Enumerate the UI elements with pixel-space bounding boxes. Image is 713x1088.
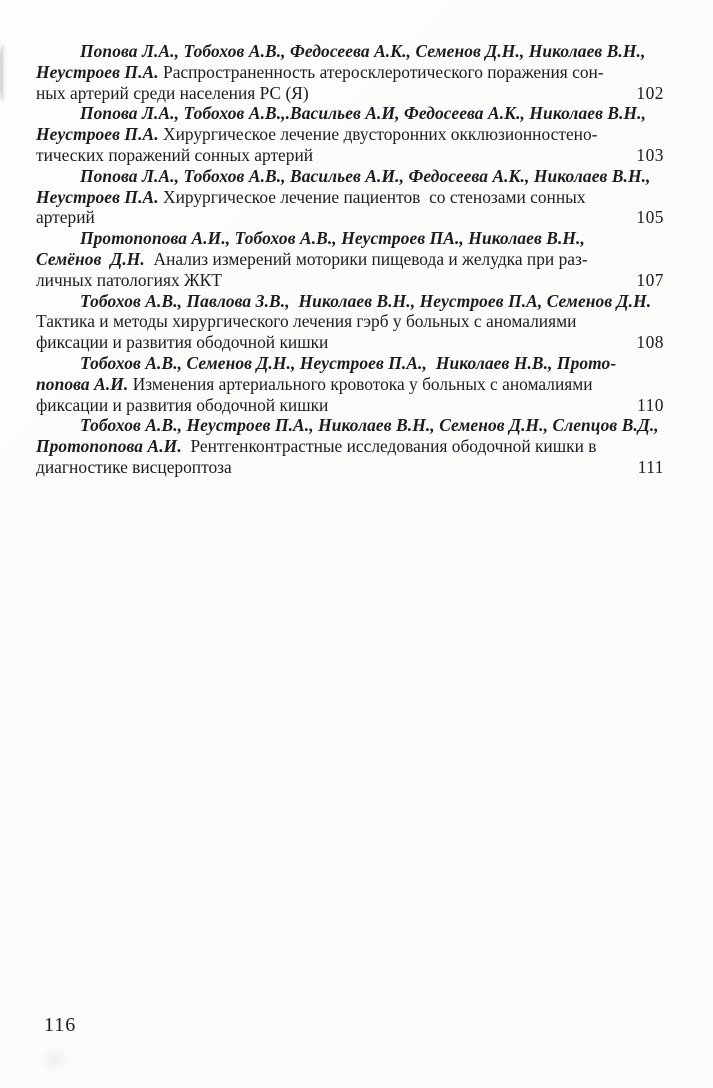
entry-title-text: Распространенность атеросклеротического поражения сон- bbox=[158, 61, 604, 82]
scan-smudge-artifact bbox=[38, 1046, 72, 1074]
toc-entry-5-line-1 bbox=[36, 291, 664, 312]
toc-entry-7-line-1 bbox=[36, 415, 664, 436]
toc-entry-1-line-1 bbox=[36, 41, 664, 62]
entry-authors-text: Попова Л.А., Тобохов А.В., Васильев А.И., Федосеева А.К., Николаев В.Н., bbox=[80, 165, 651, 186]
entry-title-text: фиксации и развития ободочной кишки bbox=[36, 394, 329, 415]
entry-authors-text: Неустроев П.А. bbox=[36, 186, 159, 207]
entry-authors-text: Семёнов Д.Н. bbox=[36, 248, 145, 269]
toc-entry-5-line-3 bbox=[36, 332, 664, 353]
entry-title-text: Тактика и методы хирургического лечения гэрб у больных с аномалиями bbox=[36, 311, 577, 332]
toc-entry-7-line-2 bbox=[36, 436, 664, 457]
entry-authors-text: Попова Л.А., Тобохов А.В., Федосеева А.К., Семенов Д.Н., Николаев В.Н., bbox=[80, 41, 646, 61]
toc-entry-6-line-1 bbox=[36, 353, 664, 374]
entry-page-number: 103 bbox=[636, 144, 664, 165]
toc-entry-3-line-3 bbox=[36, 207, 664, 228]
toc-entry-4-line-1 bbox=[36, 228, 664, 249]
entry-title-text: ных артерий среди населения РС (Я) bbox=[36, 82, 309, 103]
entry-title-text: личных патологиях ЖКТ bbox=[36, 269, 222, 290]
entry-title-text: тических поражений сонных артерий bbox=[36, 144, 314, 165]
entry-title-text: Анализ измерений моторики пищевода и желудка при раз- bbox=[144, 248, 588, 269]
toc-entry-6-line-3 bbox=[36, 395, 664, 416]
entry-page-number: 105 bbox=[636, 207, 664, 228]
toc-entry-2-line-2 bbox=[36, 124, 664, 145]
toc-entry-7-line-3 bbox=[36, 457, 664, 478]
entry-authors-text: Неустроев П.А. bbox=[36, 61, 159, 82]
toc-entry-4-line-3 bbox=[36, 270, 664, 291]
entry-authors-text: попова А.И. bbox=[36, 373, 129, 394]
entry-page-number: 111 bbox=[637, 456, 664, 477]
toc-entry-2-line-1 bbox=[36, 103, 664, 124]
entry-title-text: Хирургическое лечение двусторонних окклюзионностено- bbox=[158, 124, 598, 145]
entry-authors-text: Протопопова А.И. bbox=[36, 436, 182, 457]
entry-authors-text: Попова Л.А., Тобохов А.В.,.Васильев А.И, Федосеева А.К., Николаев В.Н., bbox=[80, 103, 647, 124]
entry-authors-text: Тобохов А.В., Павлова З.В., Николаев В.Н., Неустроев П.А, Семенов Д.Н. bbox=[80, 290, 652, 311]
entry-title-text: Изменения артериального кровотока у больных с аномалиями bbox=[128, 373, 593, 394]
toc-entry-3-line-1 bbox=[36, 166, 664, 187]
entry-page-number: 102 bbox=[636, 82, 664, 103]
entry-title-text: артерий bbox=[36, 207, 95, 228]
entry-authors-text: Тобохов А.В., Неустроев П.А., Николаев В.Н., Семенов Д.Н., Слепцов В.Д., bbox=[80, 415, 659, 436]
folio-page-number: 116 bbox=[44, 1014, 77, 1036]
toc-entry-1-line-2 bbox=[36, 62, 664, 83]
entry-page-number: 110 bbox=[637, 394, 664, 415]
entry-page-number: 108 bbox=[636, 332, 664, 353]
entry-title-text: диагностике висцероптоза bbox=[36, 456, 232, 477]
toc-entry-6-line-2 bbox=[36, 374, 664, 395]
toc-entry-3-line-2 bbox=[36, 187, 664, 208]
toc-entry-1-line-3 bbox=[36, 83, 664, 104]
scan-edge-artifact bbox=[0, 44, 6, 102]
entry-title-text: фиксации и развития ободочной кишки bbox=[36, 332, 329, 353]
toc-entry-5-line-2 bbox=[36, 311, 664, 332]
entry-page-number: 107 bbox=[636, 269, 664, 290]
entry-authors-text: Неустроев П.А. bbox=[36, 124, 159, 145]
entry-title-text: Хирургическое лечение пациентов со стенозами сонных bbox=[158, 186, 586, 207]
toc-entry-2-line-3 bbox=[36, 145, 664, 166]
toc-entry-4-line-2 bbox=[36, 249, 664, 270]
table-of-contents bbox=[36, 41, 664, 478]
entry-title-text: Рентгенконтрастные исследования ободочной кишки в bbox=[181, 436, 597, 457]
entry-authors-text: Тобохов А.В., Семенов Д.Н., Неустроев П.А., Николаев Н.В., Прото- bbox=[80, 352, 617, 373]
entry-authors-text: Протопопова А.И., Тобохов А.В., Неустроев ПА., Николаев В.Н., bbox=[80, 228, 585, 249]
